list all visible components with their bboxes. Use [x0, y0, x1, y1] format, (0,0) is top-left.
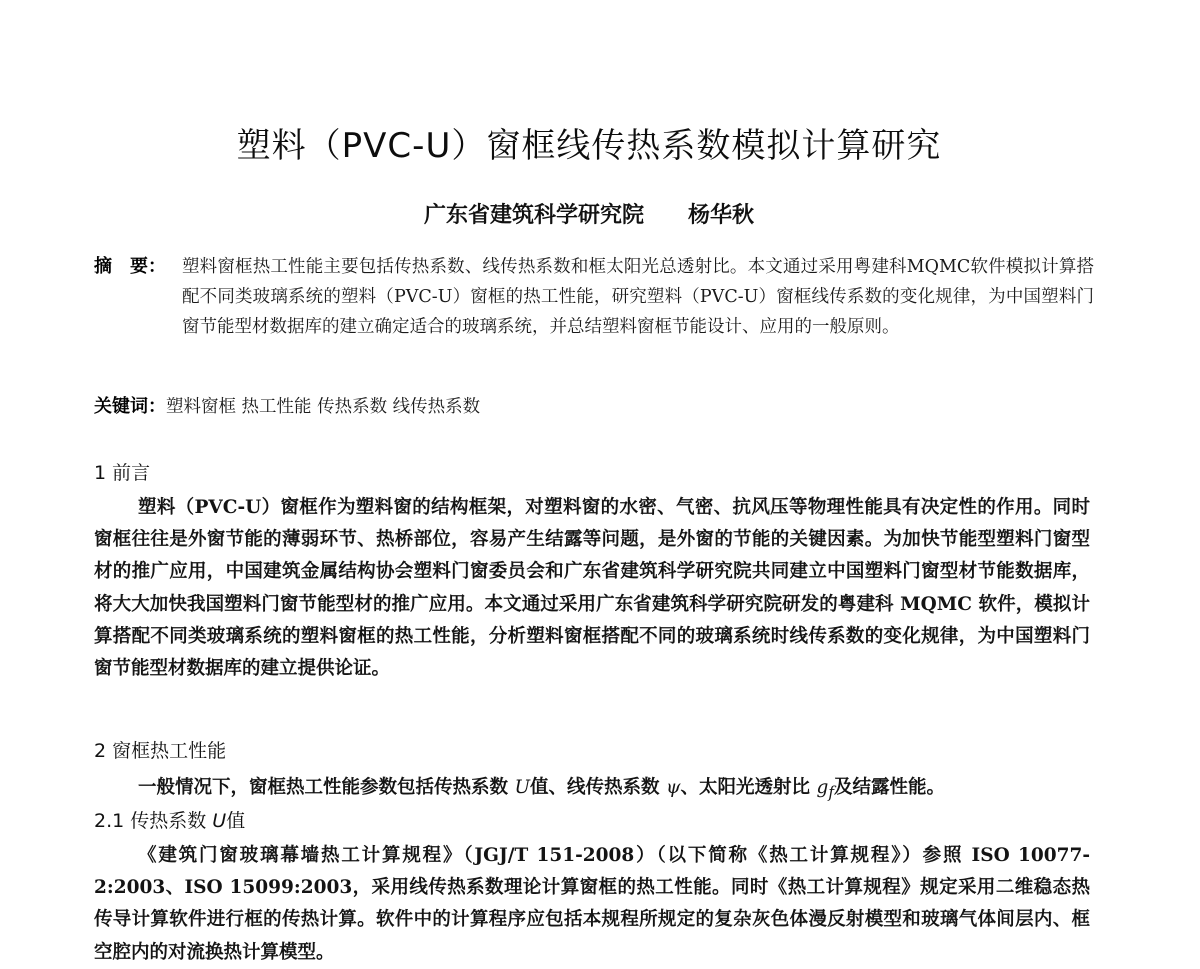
institution: 广东省建筑科学研究院: [423, 202, 644, 228]
symbol-g: g: [816, 777, 829, 798]
frame-text-2: 值、线传热系数: [530, 777, 666, 798]
abstract: [94, 252, 1094, 342]
section-paragraph-frame-thermal: [94, 772, 1090, 809]
keywords-text: 塑料窗框 热工性能 传热系数 线传热系数: [166, 397, 481, 417]
keywords-label: 关键词：: [94, 396, 166, 417]
abstract-text: 塑料窗框热工性能主要包括传热系数、线传热系数和框太阳光总透射比。本文通过采用粤建科MQMC软件模拟计算搭配不同类玻璃系统的塑料（PVC-U）窗框的热工性能，研究塑料（PVC-U）窗框线传系数的变化规律，为中国塑料门窗节能型材数据库的建立确定适合的玻璃系统，并总结塑料窗框节能设计、应用的一般原则。: [182, 257, 1094, 337]
section-paragraph-u-value: 《建筑门窗玻璃幕墙热工计算规程》（JGJ/T 151-2008）（以下简称《热工计算规程》）参照 ISO 10077-2:2003、ISO 15099:2003，采用线传热系数理论计算窗框的热工性能。同时《热工计算规程》规定采用二维稳态热传导计算软件进行框的传热计算。软件中的计算程序应包括本规程所规定的复杂灰色体漫反射模型和玻璃气体间层内、框空腔内的对流换热计算模型。: [94, 845, 1090, 963]
section-heading-frame-thermal: 2 窗框热工性能: [94, 740, 227, 762]
section-heading-u-value: [94, 806, 245, 833]
abstract-label: 摘 要：: [94, 256, 166, 277]
byline: [0, 198, 1178, 229]
u-heading-prefix: 2.1 传热系数: [94, 810, 213, 832]
u-heading-suffix: 值: [226, 810, 246, 832]
author: 杨华秋: [688, 202, 755, 228]
u-heading-symbol: U: [212, 810, 227, 832]
frame-text-3: 、太阳光透射比: [680, 777, 817, 798]
keywords: [94, 392, 1094, 422]
frame-text-1: 一般情况下，窗框热工性能参数包括传热系数: [138, 777, 515, 798]
paper-title: 塑料（PVC-U）窗框线传热系数模拟计算研究: [236, 126, 942, 166]
section-heading-intro: 1 前言: [94, 462, 151, 484]
symbol-u: U: [514, 777, 531, 798]
symbol-psi: ψ: [666, 777, 681, 798]
section-paragraph-intro: 塑料（PVC-U）窗框作为塑料窗的结构框架，对塑料窗的水密、气密、抗风压等物理性能具有决定性的作用。同时窗框往往是外窗节能的薄弱环节、热桥部位，容易产生结露等问题，是外窗的节能的关键因素。为加快节能型塑料门窗型材的推广应用，中国建筑金属结构协会塑料门窗委员会和广东省建筑科学研究院共同建立中国塑料门窗型材节能数据库，将大大加快我国塑料门窗节能型材的推广应用。本文通过采用广东省建筑科学研究院研发的粤建科 MQMC 软件，模拟计算搭配不同类玻璃系统的塑料窗框的热工性能，分析塑料窗框搭配不同的玻璃系统时线传系数的变化规律，为中国塑料门窗节能型材数据库的建立提供论证。: [94, 497, 1090, 680]
frame-text-4: 及结露性能。: [834, 777, 946, 798]
symbol-g-subscript: f: [828, 783, 835, 802]
